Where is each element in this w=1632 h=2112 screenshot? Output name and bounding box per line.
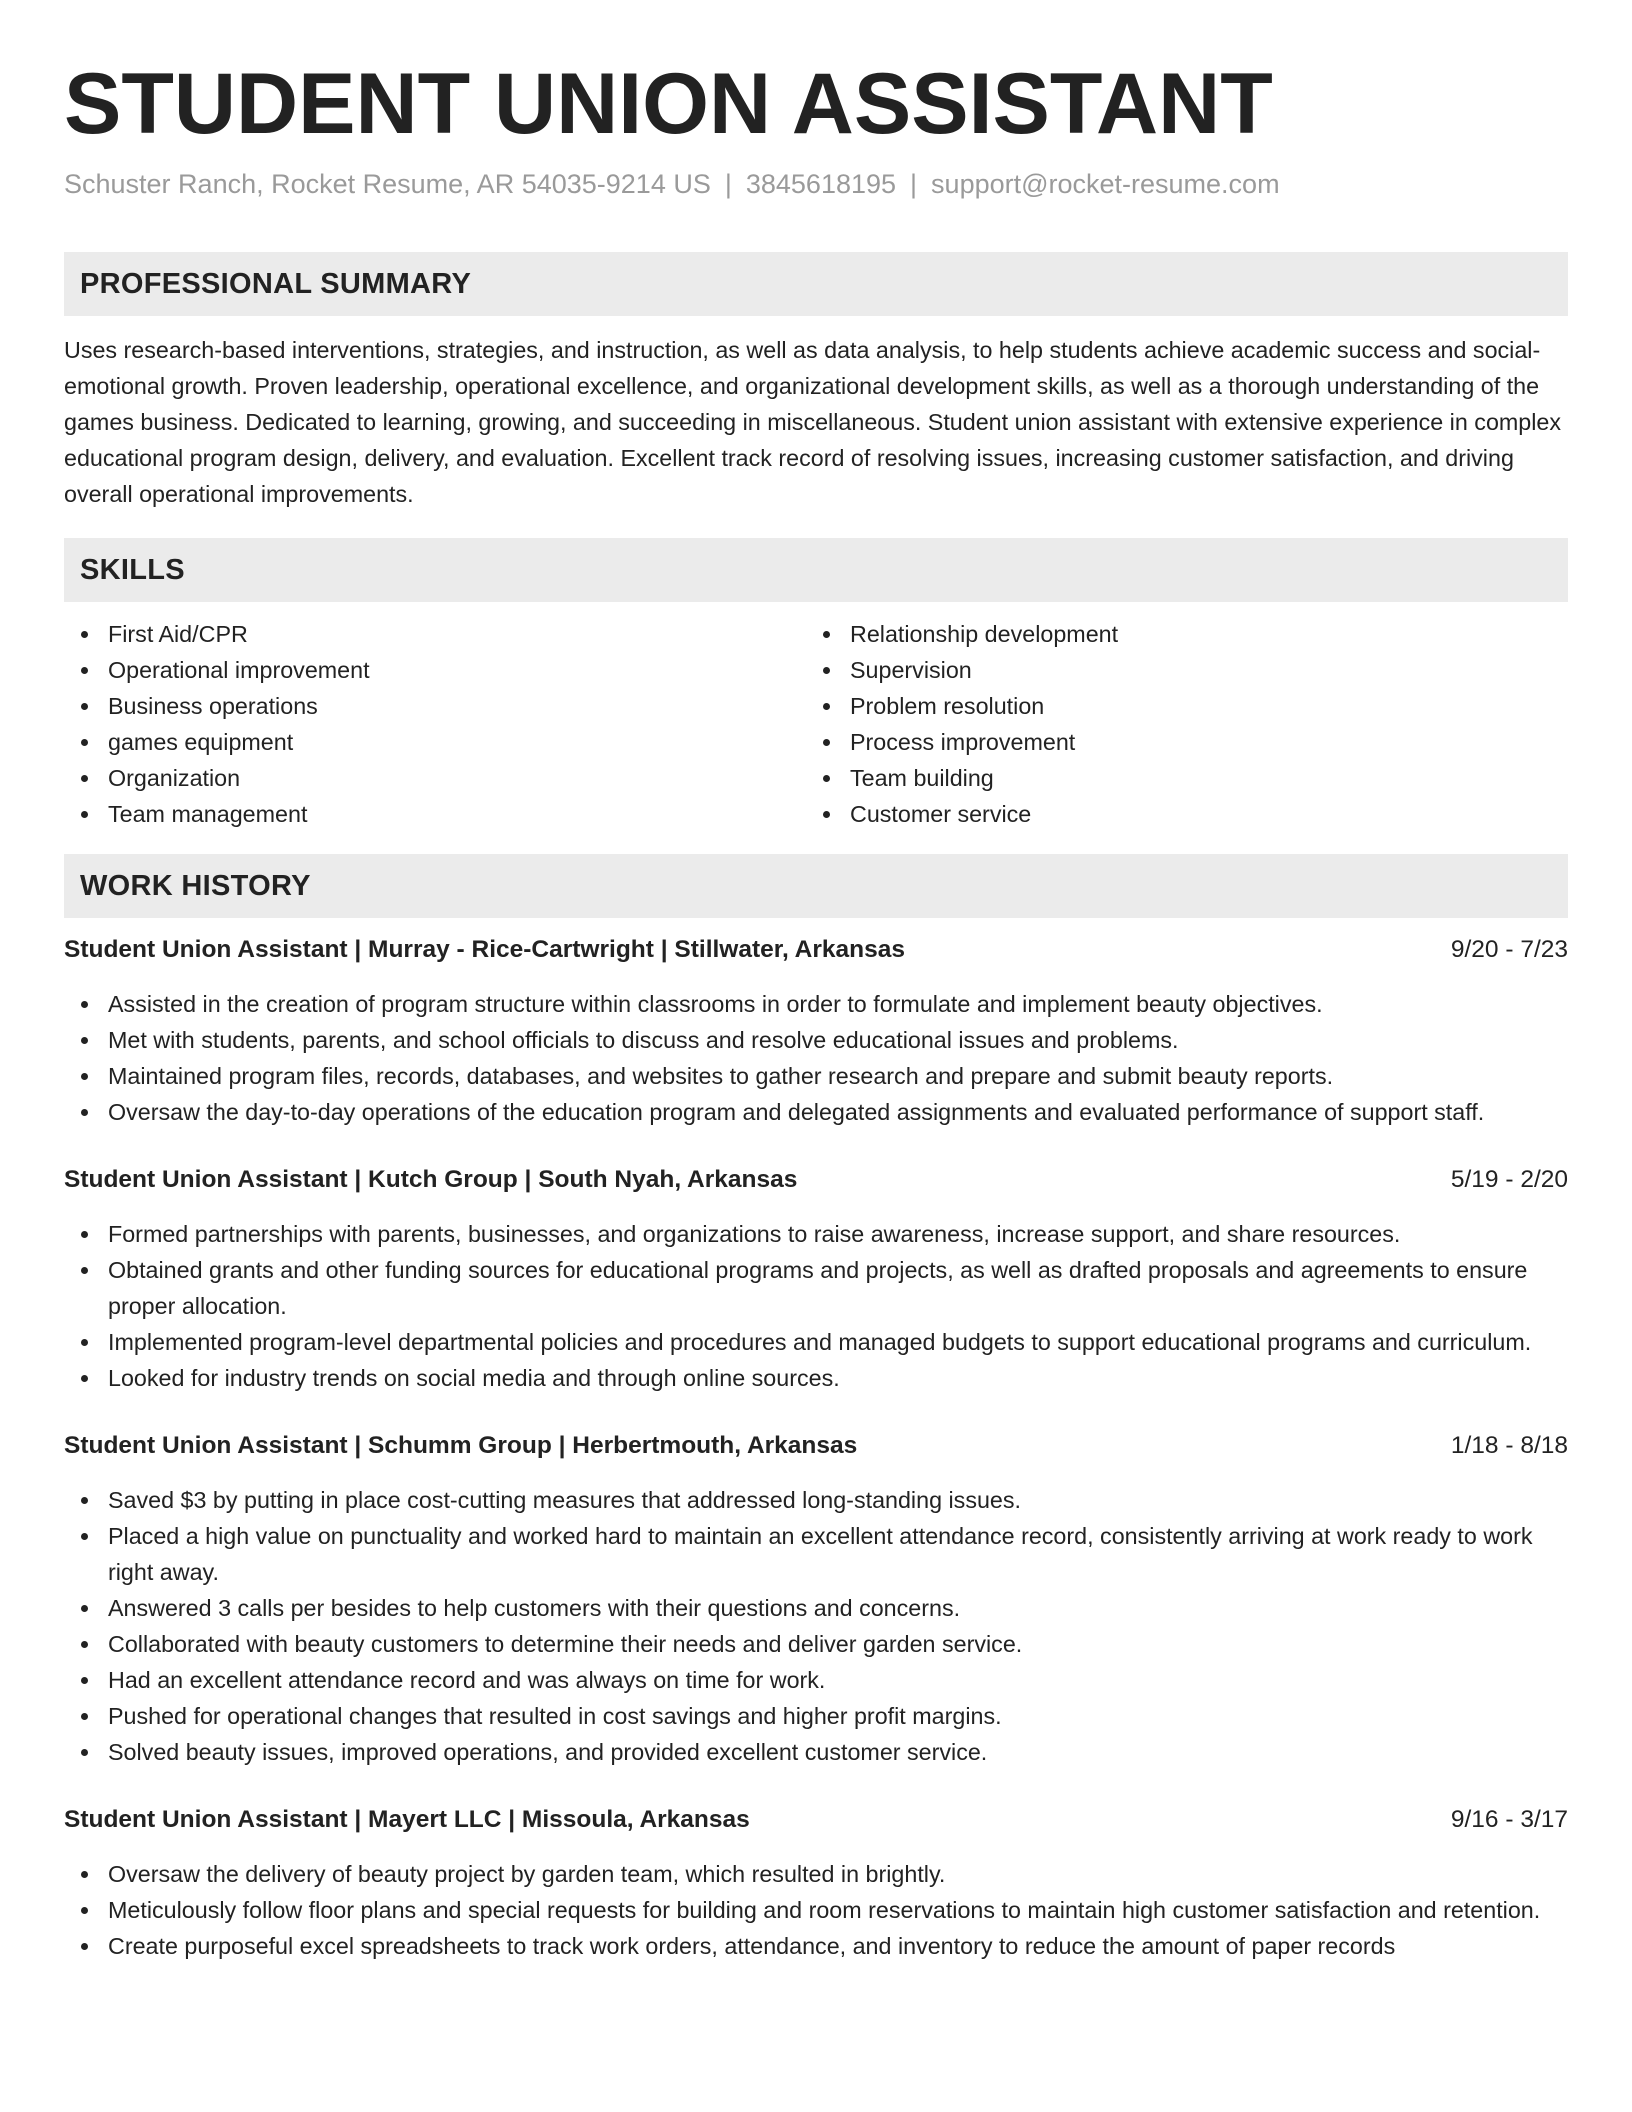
skill-item: Team management	[64, 796, 806, 832]
job-bullets	[64, 986, 1568, 1130]
contact-separator: |	[724, 169, 732, 199]
resume-page	[64, 0, 1568, 1964]
job-bullets	[64, 1856, 1568, 1964]
skill-item: games equipment	[64, 724, 806, 760]
job-bullet: Assisted in the creation of program structure within classrooms in order to formulate and implement beauty objectives.	[64, 986, 1568, 1022]
summary-heading: PROFESSIONAL SUMMARY	[64, 252, 1568, 316]
job-bullets	[64, 1216, 1568, 1396]
job-bullet: Implemented program-level departmental policies and procedures and managed budgets to support educational programs and curriculum.	[64, 1324, 1568, 1360]
contact-phone: 3845618195	[745, 169, 897, 199]
job-dates: 1/18 - 8/18	[1450, 1432, 1568, 1459]
contact-line	[64, 166, 1568, 202]
job-bullet: Answered 3 calls per besides to help customers with their questions and concerns.	[64, 1590, 1568, 1626]
job-bullet: Obtained grants and other funding sources for educational programs and projects, as well as drafted proposals and agreements to ensure proper allocation.	[64, 1252, 1568, 1324]
job-bullet: Solved beauty issues, improved operations, and provided excellent customer service.	[64, 1734, 1568, 1770]
job-header	[64, 1802, 1568, 1838]
skill-item: Business operations	[64, 688, 806, 724]
skill-item: Relationship development	[806, 616, 1548, 652]
job-bullet: Had an excellent attendance record and was always on time for work.	[64, 1662, 1568, 1698]
job-bullet: Create purposeful excel spreadsheets to track work orders, attendance, and inventory to reduce the amount of paper records	[64, 1928, 1568, 1964]
job-entry	[64, 1428, 1568, 1770]
job-header	[64, 932, 1568, 968]
job-dates: 9/16 - 3/17	[1450, 1806, 1568, 1833]
skill-item: Problem resolution	[806, 688, 1548, 724]
job-bullet: Meticulously follow floor plans and special requests for building and room reservations to maintain high customer satisfaction and retention.	[64, 1892, 1568, 1928]
skills-heading: SKILLS	[64, 538, 1568, 602]
resume-name: STUDENT UNION ASSISTANT	[64, 56, 1273, 152]
job-title: Student Union Assistant | Schumm Group | Herbertmouth, Arkansas	[64, 1432, 858, 1459]
job-header	[64, 1428, 1568, 1464]
job-bullet: Placed a high value on punctuality and worked hard to maintain an excellent attendance record, consistently arriving at work ready to work right away.	[64, 1518, 1568, 1590]
job-bullet: Saved $3 by putting in place cost-cutting measures that addressed long-standing issues.	[64, 1482, 1568, 1518]
skill-item: First Aid/CPR	[64, 616, 806, 652]
job-entry	[64, 932, 1568, 1130]
job-bullet: Maintained program files, records, databases, and websites to gather research and prepare and submit beauty reports.	[64, 1058, 1568, 1094]
skill-item: Organization	[64, 760, 806, 796]
job-bullet: Oversaw the day-to-day operations of the education program and delegated assignments and evaluated performance of support staff.	[64, 1094, 1568, 1130]
job-bullet: Collaborated with beauty customers to determine their needs and deliver garden service.	[64, 1626, 1568, 1662]
job-title: Student Union Assistant | Kutch Group | South Nyah, Arkansas	[64, 1166, 798, 1193]
skills-list	[64, 616, 1568, 832]
job-bullet: Formed partnerships with parents, businesses, and organizations to raise awareness, increase support, and share resources.	[64, 1216, 1568, 1252]
skill-item: Process improvement	[806, 724, 1548, 760]
job-dates: 9/20 - 7/23	[1450, 936, 1568, 963]
job-bullet: Looked for industry trends on social media and through online sources.	[64, 1360, 1568, 1396]
job-bullets	[64, 1482, 1568, 1770]
contact-separator: |	[910, 169, 918, 199]
skill-item: Supervision	[806, 652, 1548, 688]
job-dates: 5/19 - 2/20	[1450, 1166, 1568, 1193]
job-title: Student Union Assistant | Murray - Rice-Cartwright | Stillwater, Arkansas	[64, 936, 905, 963]
contact-email: support@rocket-resume.com	[931, 169, 1280, 199]
skills-column-right	[806, 616, 1548, 832]
skills-column-left	[64, 616, 806, 832]
summary-text: Uses research-based interventions, strategies, and instruction, as well as data analysis, to help students achieve academic success and social-emotional growth. Proven leadership, operational excellence, and organizational development skills, as well as a thorough understanding of the games business. Dedicated to learning, growing, and succeeding in miscellaneous. Student union assistant with extensive experience in complex educational program design, delivery, and evaluation. Excellent track record of resolving issues, increasing customer satisfaction, and driving overall operational improvements.	[64, 337, 1562, 507]
job-bullet: Pushed for operational changes that resulted in cost savings and higher profit margins.	[64, 1698, 1568, 1734]
job-bullet: Oversaw the delivery of beauty project by garden team, which resulted in brightly.	[64, 1856, 1568, 1892]
work-heading: WORK HISTORY	[64, 854, 1568, 918]
job-entry	[64, 1802, 1568, 1964]
job-title: Student Union Assistant | Mayert LLC | Missoula, Arkansas	[64, 1806, 750, 1833]
job-header	[64, 1162, 1568, 1198]
contact-address: Schuster Ranch, Rocket Resume, AR 54035-9214 US	[64, 169, 711, 199]
skill-item: Team building	[806, 760, 1548, 796]
skill-item: Operational improvement	[64, 652, 806, 688]
job-bullet: Met with students, parents, and school officials to discuss and resolve educational issues and problems.	[64, 1022, 1568, 1058]
job-entry	[64, 1162, 1568, 1396]
skill-item: Customer service	[806, 796, 1548, 832]
